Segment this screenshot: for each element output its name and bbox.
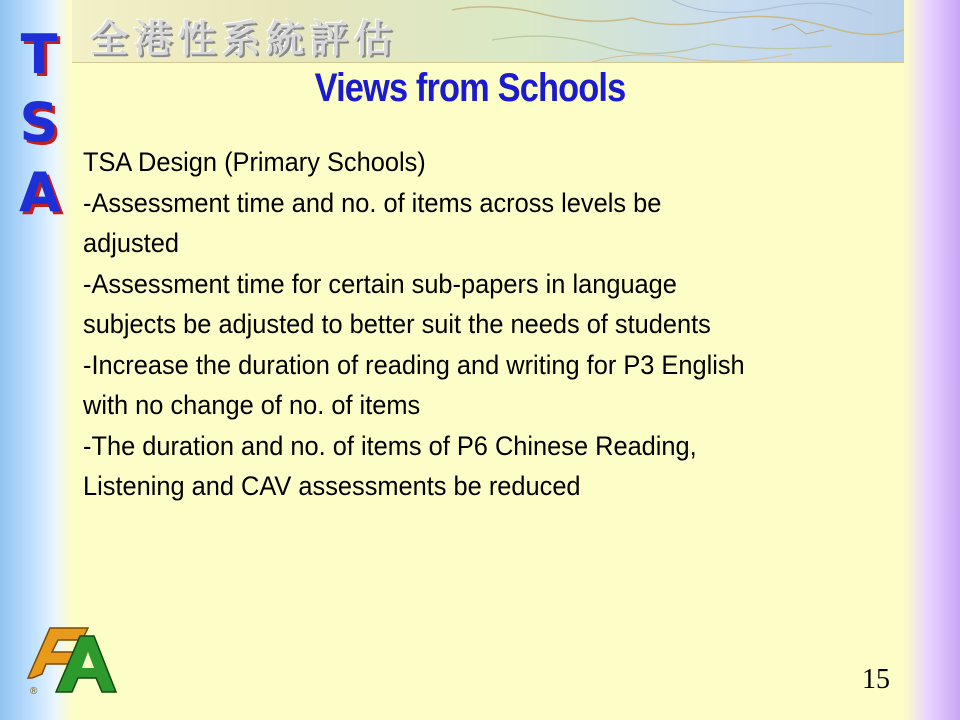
registered-mark: ® — [30, 686, 38, 697]
body-line: adjusted — [83, 228, 179, 258]
body-line: Listening and CAV assessments be reduced — [83, 471, 581, 501]
page-number: 15 — [862, 664, 890, 695]
body-line: subjects be adjusted to better suit the needs of students — [83, 309, 711, 339]
slide-body — [83, 142, 854, 507]
tsa-logo-letter-a: A — [19, 161, 61, 224]
body-line: TSA Design (Primary Schools) — [83, 147, 426, 177]
body-line: -Assessment time and no. of items across levels be — [83, 187, 662, 218]
body-line: -Assessment time for certain sub-papers in language — [83, 268, 677, 299]
tsa-logo-letter-t: T — [20, 23, 58, 86]
body-line: -The duration and no. of items of P6 Chinese Reading, — [83, 430, 697, 461]
right-gradient-band — [904, 0, 960, 720]
tsa-logo-letter-s: S — [19, 91, 59, 154]
body-line: -Increase the duration of reading and writing for P3 English — [83, 349, 745, 380]
body-line: with no change of no. of items — [83, 390, 421, 420]
banner-title: 全港性系統評估 — [90, 16, 399, 61]
slide-title: Views from Schools — [314, 66, 626, 110]
map-banner — [72, 0, 904, 63]
